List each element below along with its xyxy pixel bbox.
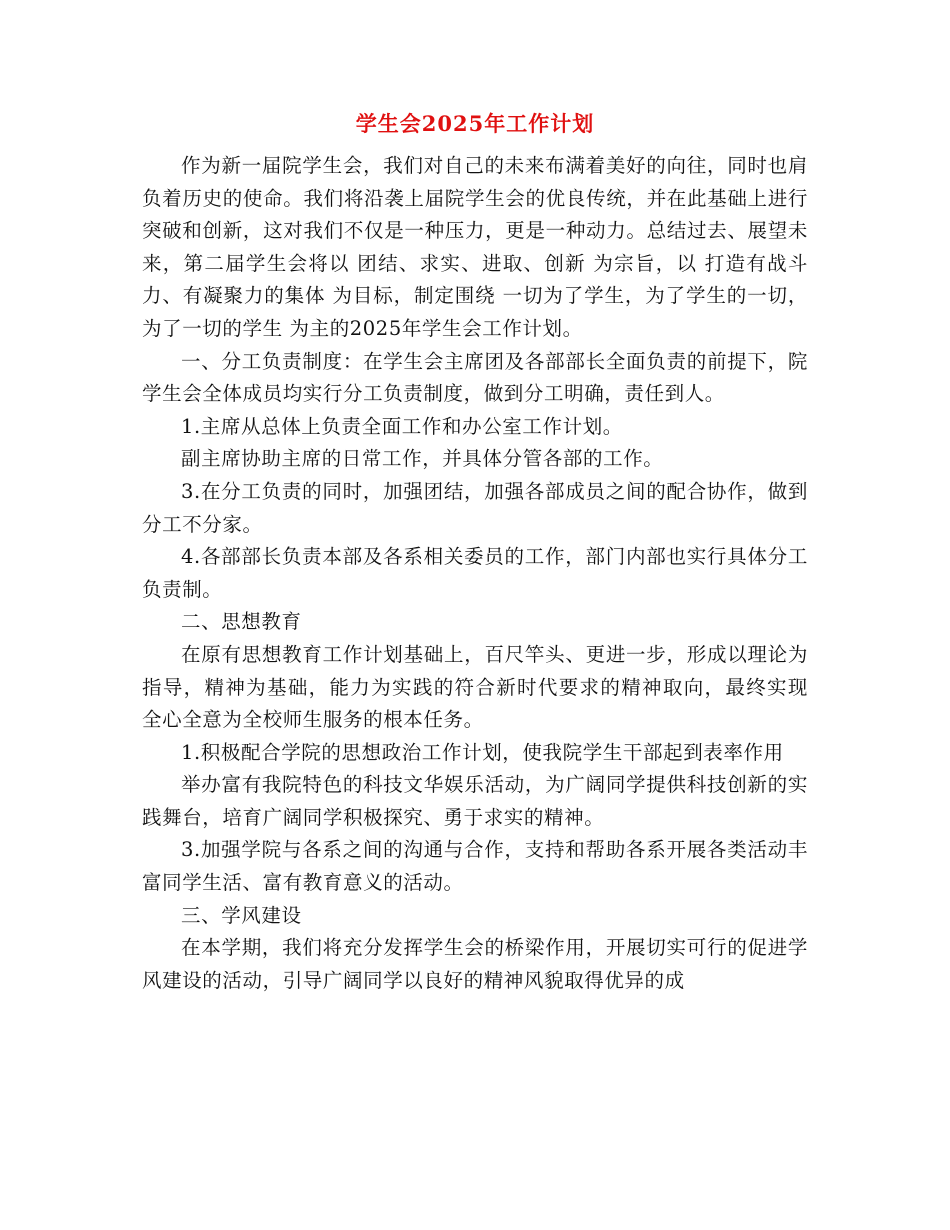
paragraph-section-2-heading: 二、思想教育	[181, 610, 302, 634]
paragraph-item: 副主席协助主席的日常工作，并具体分管各部的工作。	[181, 447, 664, 471]
paragraph-item: 1.积极配合学院的思想政治工作计划，使我院学生干部起到表率作用	[181, 740, 784, 764]
paragraph-body: 在原有思想教育工作计划基础上，百尺竿头、更进一步，形成以理论为指导，精神为基础，能力为实践的符合新时代要求的精神取向，最终实现 全心全意为全校师生服务的根本任务。	[142, 642, 808, 732]
paragraph-section-3-heading: 三、学风建设	[181, 903, 302, 927]
paragraph-item: 举办富有我院特色的科技文华娱乐活动，为广阔同学提供科技创新的实践舞台，培育广阔同学积极探究、勇于求实的精神。	[142, 773, 808, 829]
paragraph-item: 3.在分工负责的同时，加强团结，加强各部成员之间的配合协作，做到分工不分家。	[142, 479, 808, 536]
document-body	[142, 150, 808, 997]
paragraph-item: 1.主席从总体上负责全面工作和办公室工作计划。	[181, 414, 623, 438]
document-title: 学生会2025年工作计划	[355, 111, 595, 136]
paragraph-intro: 作为新一届院学生会，我们对自己的未来布满着美好的向往，同时也肩负着历史的使命。我们将沿袭上届院学生会的优良传统，并在此基础上进行突破和创新，这对我们不仅是一种压力，更是一种动力。总结过去、展望未来，第二届学生会将以 团结、求实、进取、创新 为宗旨，以 打造有战斗力、有凝聚力的集体 为目标，制定围绕 一切为了学生，为了学生的一切，为了一切的学生 为主的2025年学生会工作计划。	[142, 154, 808, 340]
paragraph-item: 3.加强学院与各系之间的沟通与合作，支持和帮助各系开展各类活动丰富同学生活、富有教育意义的活动。	[142, 838, 808, 895]
paragraph-body: 在本学期，我们将充分发挥学生会的桥梁作用，开展切实可行的促进学风建设的活动，引导广阔同学以良好的精神风貌取得优异的成	[142, 936, 808, 992]
paragraph-section-1-heading: 一、分工负责制度：在学生会主席团及各部部长全面负责的前提下，院学生会全体成员均实行分工负责制度，做到分工明确，责任到人。	[142, 349, 808, 406]
paragraph-item: 4.各部部长负责本部及各系相关委员的工作，部门内部也实行具体分工负责制。	[142, 545, 808, 601]
